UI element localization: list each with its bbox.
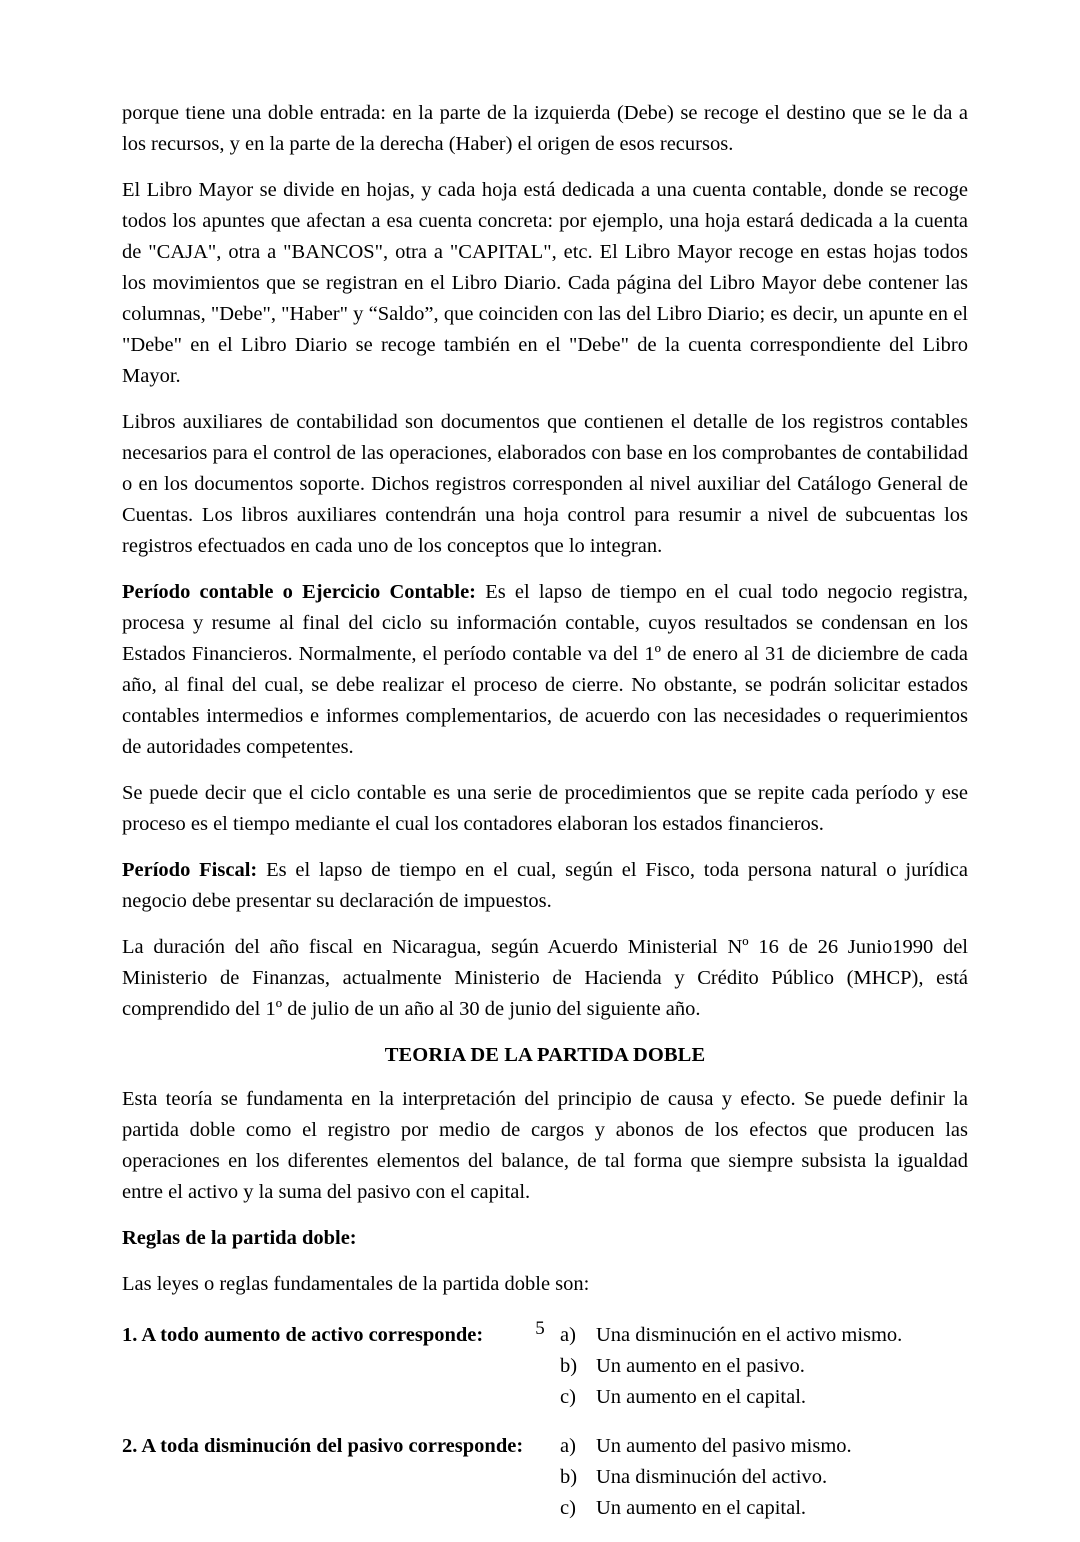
list-item	[560, 1493, 968, 1524]
paragraph-doble-entrada: porque tiene una doble entrada: en la parte de la izquierda (Debe) se recoge el destino que se le da a los recursos, y en la parte de la derecha (Haber) el origen de esos recursos.	[122, 102, 968, 155]
lead-periodo-fiscal: Período Fiscal:	[122, 859, 258, 881]
rule-statement-2: 2. A toda disminución del pasivo corresponde:	[122, 1435, 524, 1457]
option-marker: a)	[560, 1324, 576, 1346]
option-text: Un aumento en el capital.	[596, 1497, 807, 1519]
option-text: Un aumento del pasivo mismo.	[596, 1435, 852, 1457]
option-text: Una disminución del activo.	[596, 1466, 828, 1488]
paragraph-periodo-contable	[122, 577, 968, 763]
text-periodo-fiscal: Es el lapso de tiempo en el cual, según el Fisco, toda persona natural o jurídica negocio debe presentar su declaración de impuestos.	[122, 859, 968, 912]
list-item	[560, 1462, 968, 1493]
option-marker: c)	[560, 1497, 576, 1519]
paragraph-periodo-fiscal	[122, 855, 968, 917]
option-marker: b)	[560, 1466, 578, 1488]
rule-block-2	[122, 1431, 968, 1524]
paragraph-teoria-partida-doble: Esta teoría se fundamenta en la interpretación del principio de causa y efecto. Se puede definir la partida doble como el registro por medio de cargos y abonos de los efectos que producen las operaciones en los diferentes elementos del balance, de tal forma que siempre subsista la igualdad entre el activo y la suma del pasivo con el capital.	[122, 1088, 968, 1203]
paragraph-ano-fiscal-nicaragua: La duración del año fiscal en Nicaragua, según Acuerdo Ministerial Nº 16 de 26 Junio1990 del Ministerio de Finanzas, actualmente Ministerio de Hacienda y Crédito Público (MHCP), está comprendido del 1º de julio de un año al 30 de junio del siguiente año.	[122, 936, 968, 1020]
option-marker: c)	[560, 1386, 576, 1408]
text-periodo-contable: Es el lapso de tiempo en el cual todo negocio registra, procesa y resume al final del ciclo su información contable, cuyos resultados se condensan en los Estados Financieros. Normalmente, el período contable va del 1º de enero al 31 de diciembre de cada año, al final del cual, se debe realizar el proceso de cierre. No obstante, se podrán solicitar estados contables intermedios e informes complementarios, de acuerdo con las necesidades o requerimientos de autoridades competentes.	[122, 581, 969, 758]
list-item	[560, 1351, 968, 1382]
lead-periodo-contable: Período contable o Ejercicio Contable:	[122, 581, 477, 603]
rule-options-2	[560, 1431, 968, 1524]
option-marker: a)	[560, 1435, 576, 1457]
option-marker: b)	[560, 1355, 578, 1377]
option-text: Una disminución en el activo mismo.	[596, 1324, 903, 1346]
option-text: Un aumento en el capital.	[596, 1386, 807, 1408]
option-text: Un aumento en el pasivo.	[596, 1355, 805, 1377]
paragraph-ciclo-contable: Se puede decir que el ciclo contable es una serie de procedimientos que se repite cada período y ese proceso es el tiempo mediante el cual los contadores elaboran los estados financieros.	[122, 782, 968, 835]
rule-statement-1: 1. A todo aumento de activo corresponde:	[122, 1324, 484, 1346]
section-heading-partida-doble: TEORIA DE LA PARTIDA DOBLE	[384, 1044, 706, 1066]
paragraph-leyes-fundamentales: Las leyes o reglas fundamentales de la partida doble son:	[122, 1273, 590, 1295]
page-number: 5	[535, 1318, 545, 1339]
subheading-reglas-partida-doble: Reglas de la partida doble:	[122, 1227, 357, 1249]
paragraph-libro-mayor: El Libro Mayor se divide en hojas, y cada hoja está dedicada a una cuenta contable, donde se recoge todos los apuntes que afectan a esa cuenta concreta: por ejemplo, una hoja estará dedicada a la cuenta de "CAJA", otra a "BANCOS", otra a "CAPITAL", etc. El Libro Mayor recoge en estas hojas todos los movimientos que se registran en el Libro Diario. Cada página del Libro Mayor debe contener las columnas, "Debe", "Haber" y “Saldo”, que coinciden con las del Libro Diario; es decir, un apunte en el "Debe" en el Libro Diario se recoge también en el "Debe" de la cuenta correspondiente del Libro Mayor.	[122, 179, 968, 387]
list-item	[560, 1431, 968, 1462]
paragraph-libros-auxiliares: Libros auxiliares de contabilidad son documentos que contienen el detalle de los registros contables necesarios para el control de las operaciones, elaborados con base en los comprobantes de contabilidad o en los documentos soporte. Dichos registros corresponden al nivel auxiliar del Catálogo General de Cuentas. Los libros auxiliares contendrán una hoja control para resumir a nivel de subcuentas los registros efectuados en cada uno de los conceptos que lo integran.	[122, 411, 968, 557]
list-item	[560, 1382, 968, 1413]
